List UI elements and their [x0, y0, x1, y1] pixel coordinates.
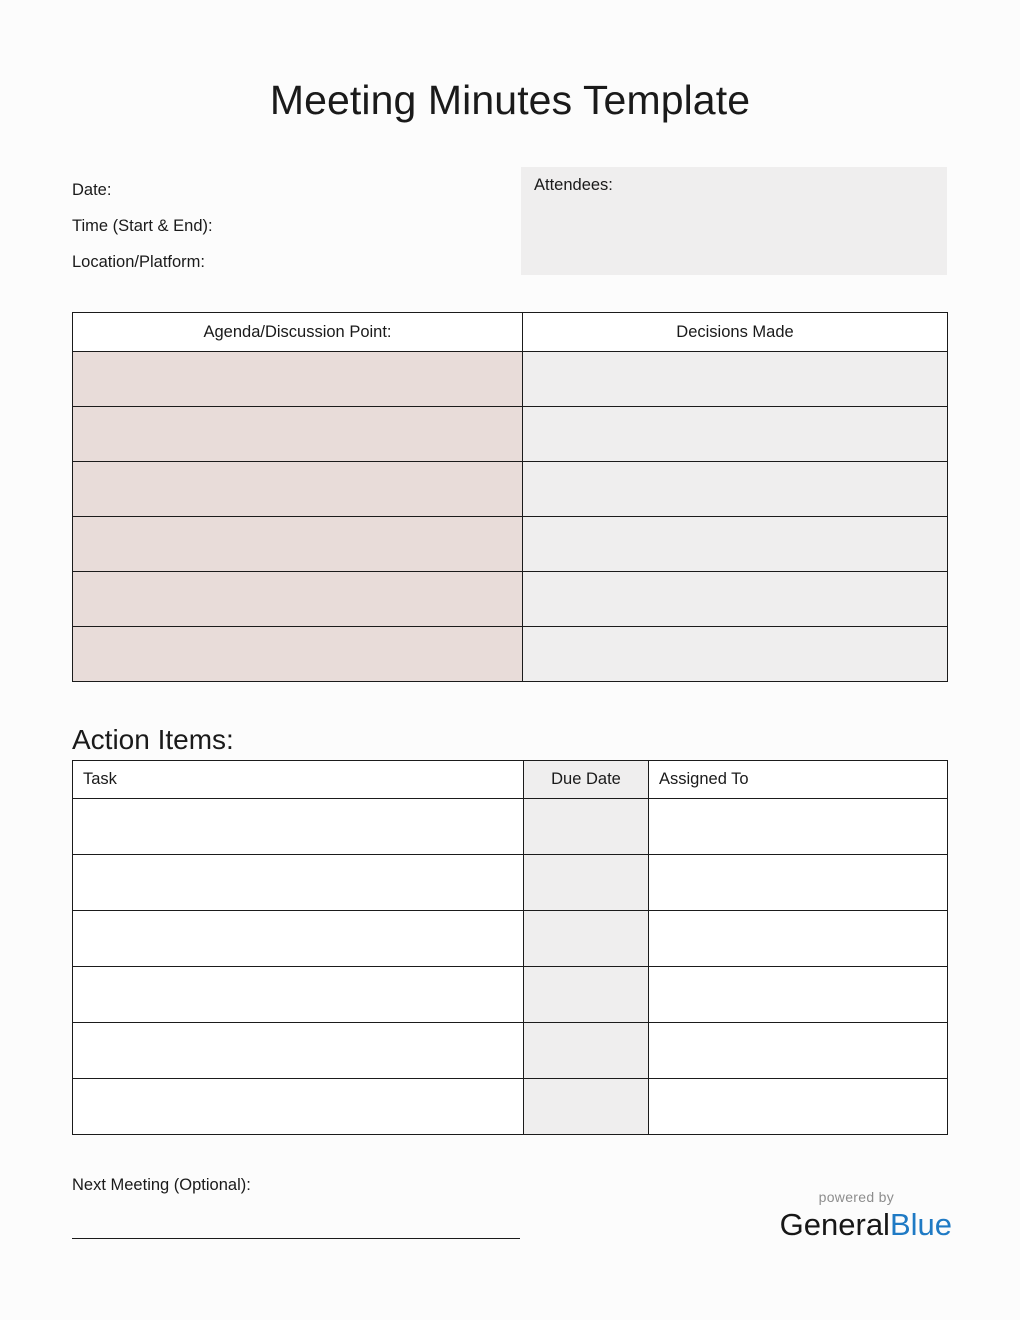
assigned-to-cell[interactable]: [649, 967, 948, 1023]
due-date-cell[interactable]: [524, 855, 649, 911]
decisions-cell[interactable]: [523, 462, 948, 517]
decisions-cell[interactable]: [523, 352, 948, 407]
location-label: Location/Platform:: [72, 253, 205, 271]
date-label: Date:: [72, 181, 112, 199]
decisions-cell[interactable]: [523, 517, 948, 572]
assigned-to-cell[interactable]: [649, 911, 948, 967]
agenda-column-header: Agenda/Discussion Point:: [73, 313, 523, 352]
assigned-to-cell[interactable]: [649, 1023, 948, 1079]
table-row: [73, 517, 948, 572]
brand-name-blue: Blue: [889, 1207, 952, 1242]
meeting-meta-block: [72, 172, 502, 280]
agenda-cell[interactable]: [73, 352, 523, 407]
task-cell[interactable]: [73, 799, 524, 855]
table-row: [73, 1023, 948, 1079]
next-meeting-write-line[interactable]: [72, 1238, 520, 1239]
assigned-to-cell[interactable]: [649, 799, 948, 855]
task-cell[interactable]: [73, 911, 524, 967]
agenda-table-body: [73, 352, 948, 682]
brand-name-general: General: [779, 1207, 890, 1242]
assigned-to-cell[interactable]: [649, 1079, 948, 1135]
task-cell[interactable]: [73, 855, 524, 911]
assigned-to-column-header: [649, 761, 948, 799]
task-cell[interactable]: [73, 1023, 524, 1079]
table-row: [73, 627, 948, 682]
decisions-cell[interactable]: [523, 627, 948, 682]
assigned-to-cell[interactable]: [649, 855, 948, 911]
time-label: Time (Start & End):: [72, 217, 213, 235]
due-date-cell[interactable]: [524, 799, 649, 855]
table-header-row: [73, 761, 948, 799]
table-row: [73, 911, 948, 967]
task-column-header-label: Task: [83, 770, 117, 788]
action-items-heading: Action Items:: [72, 724, 234, 755]
due-date-cell[interactable]: [524, 967, 649, 1023]
table-header-row: [73, 313, 948, 352]
assigned-to-column-header-label: Assigned To: [659, 770, 749, 788]
brand-name: [760, 1206, 952, 1244]
agenda-cell[interactable]: [73, 627, 523, 682]
agenda-cell[interactable]: [73, 407, 523, 462]
agenda-cell[interactable]: [73, 517, 523, 572]
page-title: Meeting Minutes Template: [269, 77, 751, 123]
due-date-column-header: [524, 761, 649, 799]
agenda-cell[interactable]: [73, 572, 523, 627]
task-cell[interactable]: [73, 967, 524, 1023]
powered-by-label: powered by: [818, 1189, 894, 1205]
due-date-cell[interactable]: [524, 1023, 649, 1079]
task-cell[interactable]: [73, 1079, 524, 1135]
table-row: [73, 855, 948, 911]
attendees-label: Attendees:: [534, 176, 613, 194]
due-date-cell[interactable]: [524, 911, 649, 967]
decisions-cell[interactable]: [523, 407, 948, 462]
table-row: [73, 799, 948, 855]
table-row: [73, 1079, 948, 1135]
table-row: [73, 462, 948, 517]
next-meeting-label: Next Meeting (Optional):: [72, 1176, 251, 1194]
task-column-header: [73, 761, 524, 799]
decisions-cell[interactable]: [523, 572, 948, 627]
decisions-column-header: Decisions Made: [523, 313, 948, 352]
agenda-cell[interactable]: [73, 462, 523, 517]
due-date-cell[interactable]: [524, 1079, 649, 1135]
action-items-table: [72, 760, 948, 1135]
table-row: [73, 572, 948, 627]
agenda-decisions-table: [72, 312, 948, 682]
table-row: [73, 967, 948, 1023]
table-row: [73, 352, 948, 407]
table-row: [73, 407, 948, 462]
due-date-column-header-label: Due Date: [551, 770, 621, 788]
attendees-field[interactable]: [521, 167, 947, 275]
generalblue-logo: [760, 1188, 952, 1244]
action-items-table-body: [73, 799, 948, 1135]
